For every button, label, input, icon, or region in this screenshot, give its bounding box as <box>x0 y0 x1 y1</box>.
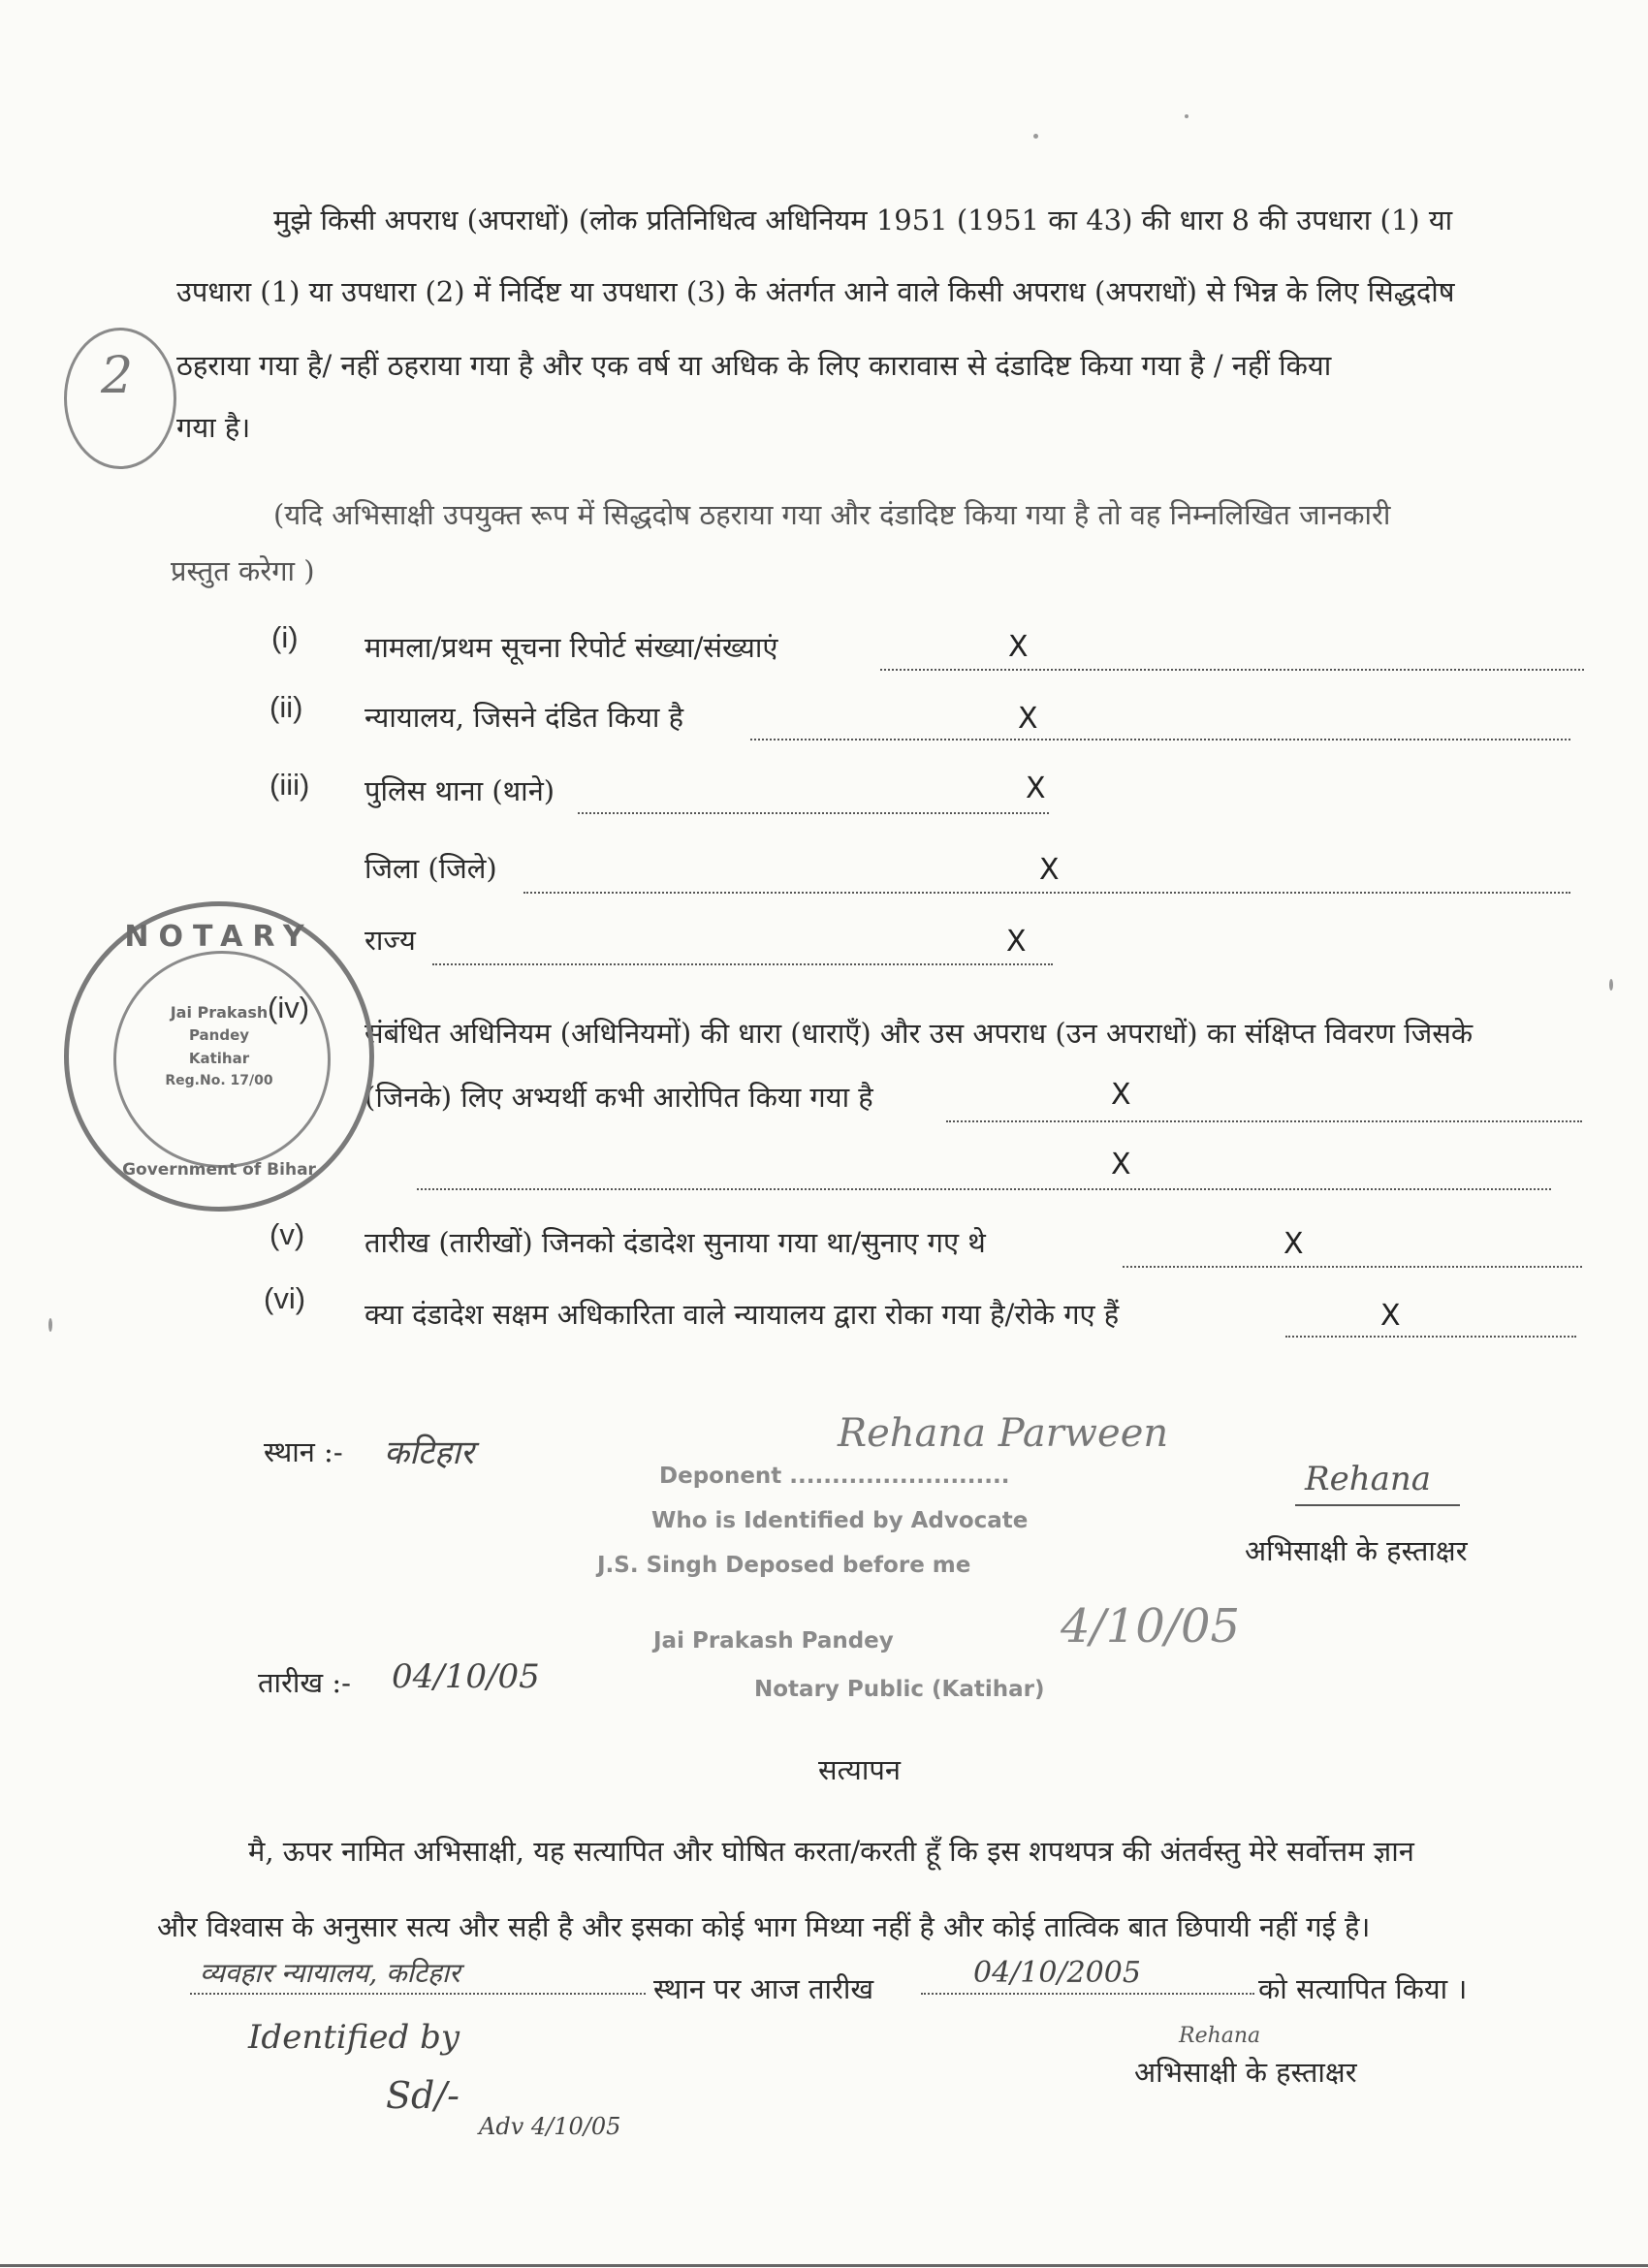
item-ii-number: (ii) <box>269 690 303 724</box>
verification-place-value: व्यवहार न्यायालय, कटिहार <box>200 1957 460 1989</box>
verification-line1: मै, ऊपर नामित अभिसाक्षी, यह सत्यापित और घोषित करता/करती हूँ कि इस शपथपत्र की अंतर्वस्तु मेरे सर्वोत्तम ज्ञान <box>248 1835 1414 1868</box>
item-iv-line1: संबंधित अधिनियम (अधिनियमों) की धारा (धाराएँ) और उस अपराध (उन अपराधों) का संक्षिप्त विवरण जिसके <box>364 1017 1474 1050</box>
item-iii-number: (iii) <box>269 768 310 802</box>
item-iv-value-1: X <box>1111 1078 1131 1112</box>
item-iv-dotted-line-1 <box>946 1120 1582 1122</box>
verification-heading: सत्यापन <box>818 1753 901 1786</box>
seal-bottom-text: Government of Bihar <box>122 1160 316 1180</box>
final-signature-label: अभिसाक्षी के हस्ताक्षर <box>1134 2056 1357 2089</box>
para1-line1: मुझे किसी अपराध (अपराधों) (लोक प्रतिनिधित्व अधिनियम 1951 (1951 का 43) की धारा 8 की उपधारा (1) या <box>273 204 1453 236</box>
item-vi-dotted-line <box>1285 1336 1576 1338</box>
item-iv-line2: (जिनके) लिए अभ्यर्थी कभी आरोपित किया गया है <box>364 1081 873 1114</box>
seal-top-text: NOTARY <box>124 920 314 954</box>
verification-place-dotted-line <box>190 1993 646 1995</box>
deponent-signature-label: अभिसाक्षी के हस्ताक्षर <box>1245 1534 1468 1567</box>
notary-identified-line: Who is Identified by Advocate <box>651 1508 1029 1533</box>
scan-speck <box>1609 979 1613 991</box>
item-vi-value: X <box>1380 1299 1401 1333</box>
para1-line2: उपधारा (1) या उपधारा (2) में निर्दिष्ट या उपधारा (3) के अंतर्गत आने वाले किसी अपराध (अपराधों) से भिन्न के लिए सिद्धदोष <box>176 275 1455 308</box>
state-value: X <box>1006 925 1027 959</box>
place-label: स्थान :- <box>264 1435 343 1468</box>
scan-speck <box>48 1318 52 1332</box>
deponent-signature-underline <box>1295 1504 1460 1506</box>
notary-name: Jai Prakash Pandey <box>653 1628 894 1654</box>
verification-end-text: को सत्यापित किया । <box>1258 1972 1468 2005</box>
deponent-signature: Rehana <box>1305 1460 1432 1498</box>
item-ii-dotted-line <box>750 739 1570 740</box>
item-iv-number: (iv) <box>268 991 310 1024</box>
notary-seal <box>64 901 374 1212</box>
item-v-dotted-line <box>1123 1266 1582 1268</box>
margin-number: 2 <box>101 347 134 405</box>
state-dotted-line <box>432 963 1053 965</box>
verification-line2: और विश्वास के अनुसार सत्य और सही है और इसका कोई भाग मिथ्या नहीं है और कोई तात्विक बात छिपायी नहीं गई है। <box>157 1910 1371 1943</box>
district-label: जिला (जिले) <box>364 852 497 885</box>
date-value: 04/10/05 <box>392 1657 540 1696</box>
item-v-number: (v) <box>269 1217 305 1251</box>
seal-name: Jai Prakash <box>170 1003 269 1022</box>
item-vi-label: क्या दंडादेश सक्षम अधिकारिता वाले न्यायालय द्वारा रोका गया है/रोके गए हैं <box>364 1298 1120 1331</box>
item-i-dotted-line <box>880 669 1584 671</box>
item-iv-value-2: X <box>1111 1148 1131 1181</box>
deponent-handwritten-name: Rehana Parween <box>838 1411 1169 1456</box>
item-ii-value: X <box>1018 702 1038 736</box>
para2-line2: प्रस्तुत करेगा ) <box>171 554 315 587</box>
notary-title: Notary Public (Katihar) <box>754 1677 1045 1702</box>
item-ii-label: न्यायालय, जिसने दंडित किया है <box>364 701 683 734</box>
final-signature: Rehana <box>1179 2024 1261 2048</box>
item-v-value: X <box>1284 1227 1304 1261</box>
scan-speck <box>1033 134 1038 139</box>
item-i-value: X <box>1008 630 1029 664</box>
identifier-note: Adv 4/10/05 <box>479 2113 621 2140</box>
item-iii-dotted-line <box>578 812 1049 814</box>
scan-speck <box>1185 114 1188 118</box>
item-iii-label: पुलिस थाना (थाने) <box>364 774 555 807</box>
item-i-label: मामला/प्रथम सूचना रिपोर्ट संख्या/संख्याएं <box>364 631 778 664</box>
state-label: राज्य <box>364 924 416 957</box>
notary-handwritten-date: 4/10/05 <box>1061 1599 1241 1654</box>
date-label: तारीख :- <box>258 1666 351 1699</box>
item-v-label: तारीख (तारीखों) जिनको दंडादेश सुनाया गया था/सुनाए गए थे <box>364 1226 986 1259</box>
place-value: कटिहार <box>384 1433 474 1472</box>
page-bottom-edge <box>0 2264 1648 2267</box>
para1-line4: गया है। <box>176 411 251 444</box>
seal-reg: Reg.No. 17/00 <box>165 1073 273 1088</box>
identifier-initials: Sd/- <box>386 2074 460 2117</box>
district-value: X <box>1039 853 1060 887</box>
seal-place: Katihar <box>188 1050 250 1067</box>
verification-date-value: 04/10/2005 <box>973 1956 1141 1990</box>
district-dotted-line <box>523 892 1570 894</box>
para2-line1: (यदि अभिसाक्षी उपयुक्त रूप में सिद्धदोष ठहराया गया और दंडादिष्ट किया गया है तो वह निम्नलिखित जानकारी <box>273 498 1391 531</box>
verification-place-text: स्थान पर आज तारीख <box>653 1972 874 2005</box>
notary-deponent-line: Deponent .......................... <box>659 1464 1010 1489</box>
para1-line3: ठहराया गया है/ नहीं ठहराया गया है और एक वर्ष या अधिक के लिए कारावास से दंडादिष्ट किया गया है / नहीं किया <box>176 349 1332 382</box>
item-iii-value: X <box>1026 772 1046 805</box>
notary-deposed-line: J.S. Singh Deposed before me <box>597 1553 971 1578</box>
verification-date-dotted-line <box>921 1993 1254 1995</box>
identified-by-text: Identified by <box>248 2018 460 2057</box>
item-iv-dotted-line-2 <box>417 1188 1551 1190</box>
seal-title: Pandey <box>188 1026 250 1044</box>
item-vi-number: (vi) <box>264 1281 306 1315</box>
item-i-number: (i) <box>271 620 299 654</box>
